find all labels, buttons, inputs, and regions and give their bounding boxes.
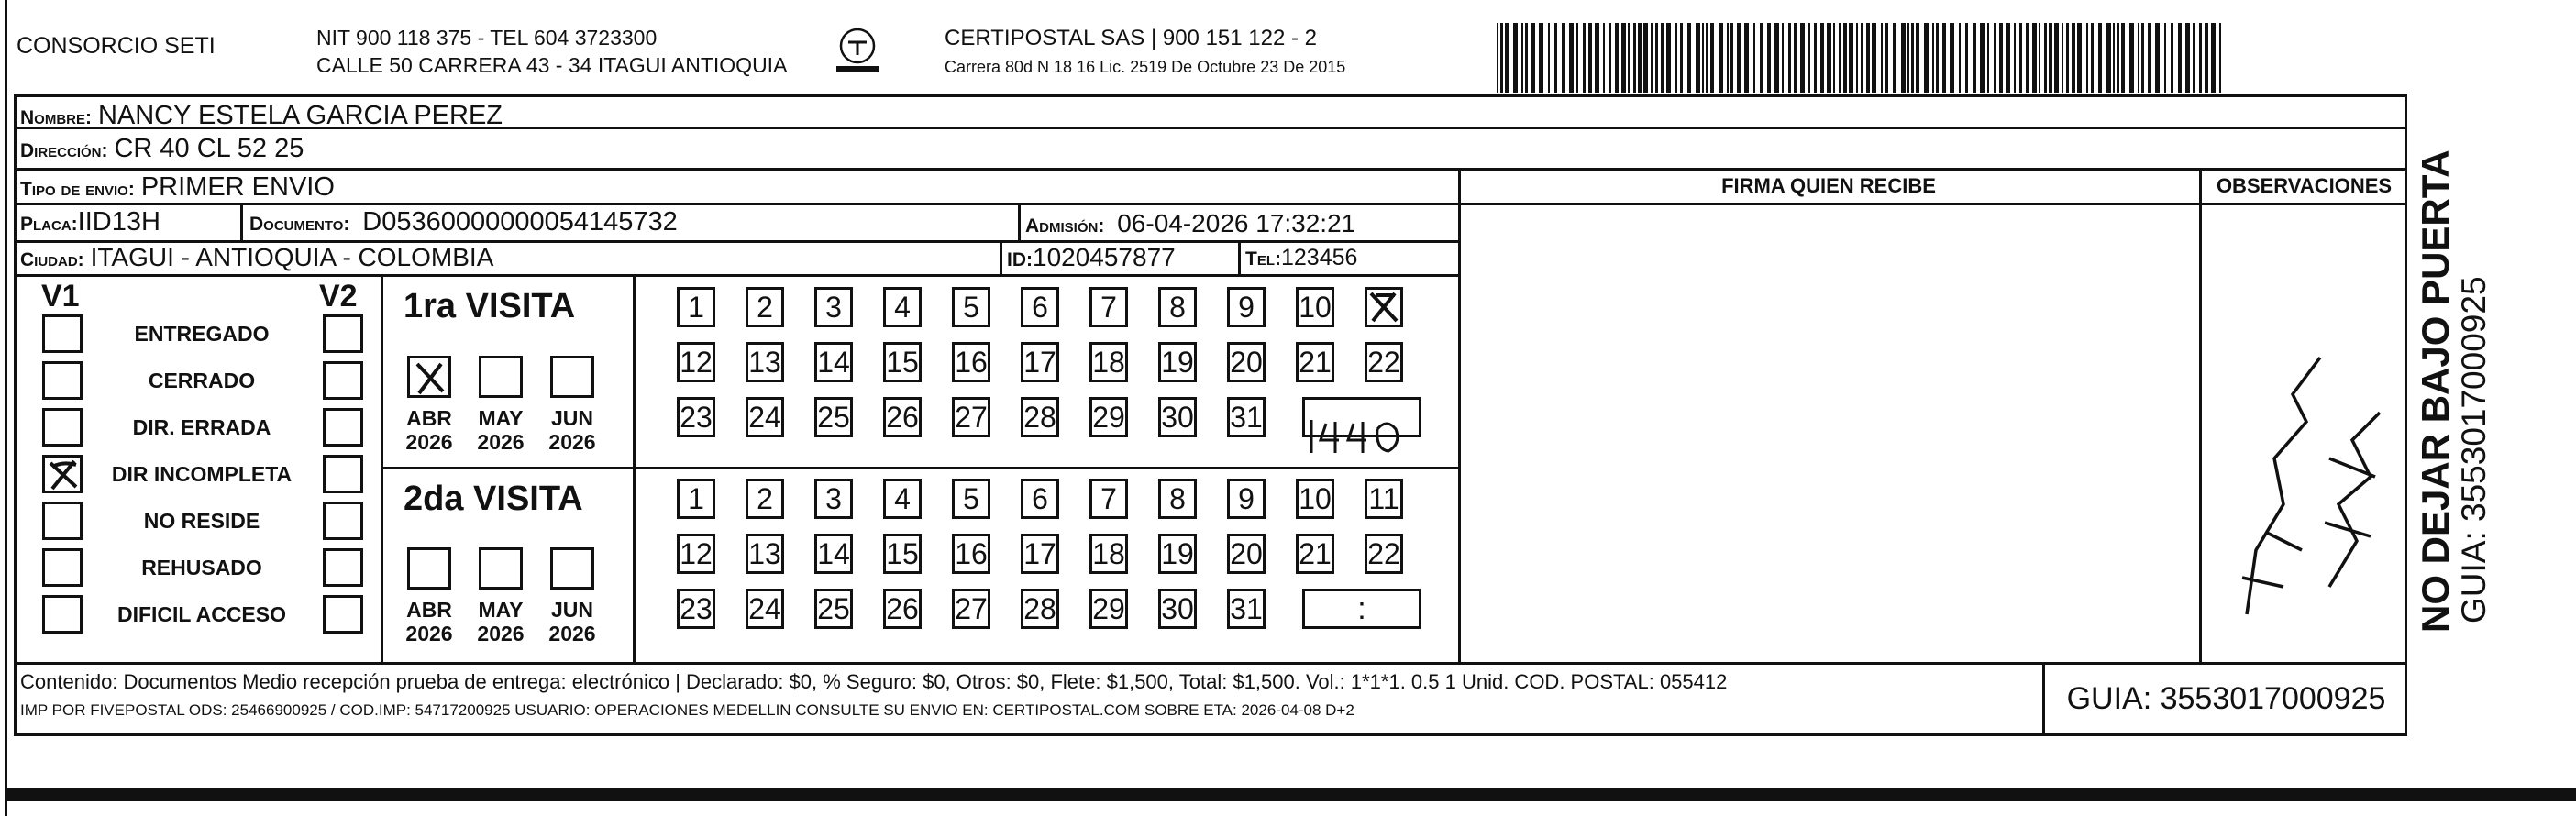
day-box[interactable]: 11 — [1365, 479, 1403, 519]
barcode-bar — [1576, 23, 1578, 93]
barcode-bar — [2044, 23, 2047, 93]
observations-handwriting — [2219, 339, 2394, 633]
v2-checkbox[interactable] — [323, 314, 363, 353]
month-label: MAY — [478, 598, 524, 622]
day-box[interactable]: 31 — [1227, 397, 1266, 437]
col-line — [1000, 240, 1002, 274]
day-box[interactable]: 5 — [952, 287, 990, 327]
barcode-bar — [1562, 23, 1565, 93]
barcode-bar — [2164, 23, 2166, 93]
barcode-bar — [2098, 23, 2102, 93]
barcode-bar — [1861, 23, 1863, 93]
barcode-bar — [1893, 23, 1896, 93]
day-box[interactable]: 14 — [814, 534, 853, 574]
day-box[interactable]: 17 — [1021, 534, 1059, 574]
day-box[interactable]: 6 — [1021, 479, 1059, 519]
v2-checkbox[interactable] — [323, 502, 363, 540]
barcode-bar — [1521, 23, 1523, 93]
month-label: MAY — [478, 406, 524, 430]
tel-value: 123456 — [1281, 245, 1358, 270]
day-box[interactable]: 13 — [746, 534, 784, 574]
row-line — [14, 168, 2407, 171]
year-label: 2026 — [548, 430, 596, 454]
ciudad-label: Ciudad: — [20, 249, 84, 270]
barcode-bar — [1719, 23, 1723, 93]
barcode-bar — [1843, 23, 1847, 93]
barcode-bar — [1881, 23, 1883, 93]
barcode-bar — [1500, 23, 1503, 93]
second-visit-title: 2da VISITA — [404, 480, 583, 518]
side-guide-number: GUIA: 3553017000925 — [2455, 276, 2493, 623]
day-box[interactable]: 24 — [746, 589, 784, 629]
day-box[interactable]: 21 — [1296, 342, 1334, 382]
barcode-bar — [1730, 23, 1733, 93]
year-label: 2026 — [405, 430, 453, 454]
day-box[interactable]: 14 — [814, 342, 853, 382]
license-line: Carrera 80d N 18 16 Lic. 2519 De Octubre 23 De 2015 — [945, 58, 1346, 76]
day-box[interactable]: 2 — [746, 479, 784, 519]
col-line — [1238, 240, 1241, 274]
day-box[interactable]: 5 — [952, 479, 990, 519]
barcode-bar — [1965, 23, 1968, 93]
day-box[interactable]: 4 — [883, 479, 922, 519]
barcode-bar — [1820, 23, 1824, 93]
barcode-bar — [1621, 23, 1626, 93]
day-box[interactable]: 10 — [1296, 287, 1334, 327]
shipment-type: PRIMER ENVIO — [140, 172, 335, 202]
barcode-bar — [1916, 23, 1919, 93]
day-box[interactable]: 23 — [677, 397, 715, 437]
status-option-label: DIR INCOMPLETA — [111, 462, 293, 486]
barcode-bar — [1911, 23, 1914, 93]
status-option-label: NO RESIDE — [143, 509, 260, 533]
day-box[interactable]: 28 — [1021, 397, 1059, 437]
barcode-bar — [1849, 23, 1853, 93]
v1-checkbox[interactable] — [42, 361, 83, 400]
barcode-bar — [1548, 23, 1550, 93]
barcode — [1497, 23, 2230, 93]
barcode-bar — [1782, 23, 1784, 93]
barcode-bar — [1885, 23, 1888, 93]
day-box[interactable]: 19 — [1158, 342, 1197, 382]
day-box[interactable]: 8 — [1158, 287, 1197, 327]
barcode-bar — [1603, 23, 1605, 93]
barcode-bar — [1788, 23, 1791, 93]
month-checkbox[interactable] — [550, 547, 594, 590]
col-line — [633, 274, 636, 662]
barcode-bar — [2077, 23, 2082, 93]
barcode-bar — [1638, 23, 1642, 93]
day-box[interactable]: 28 — [1021, 589, 1059, 629]
col-line — [240, 203, 243, 240]
day-box[interactable]: 13 — [746, 342, 784, 382]
first-visit-title: 1ra VISITA — [404, 287, 576, 325]
day-box[interactable]: 4 — [883, 287, 922, 327]
barcode-bar — [1774, 23, 1779, 93]
day-box[interactable]: 9 — [1227, 287, 1266, 327]
day-box[interactable]: 30 — [1158, 397, 1197, 437]
month-label: JUN — [550, 598, 593, 622]
barcode-bar — [1615, 23, 1619, 93]
day-box[interactable]: 19 — [1158, 534, 1197, 574]
barcode-bar — [1666, 23, 1671, 93]
barcode-bar — [1942, 23, 1946, 93]
recipient-name: NANCY ESTELA GARCIA PEREZ — [97, 101, 503, 130]
v1-label: V1 — [41, 279, 80, 314]
col-line — [2199, 168, 2202, 663]
certipostal-line: CERTIPOSTAL SAS | 900 151 122 - 2 — [945, 26, 1317, 50]
day-box[interactable]: 6 — [1021, 287, 1059, 327]
month-label: JUN — [550, 406, 593, 430]
barcode-bar — [2032, 23, 2037, 93]
barcode-bar — [1808, 23, 1810, 93]
barcode-bar — [2019, 23, 2022, 93]
year-label: 2026 — [405, 622, 453, 645]
barcode-bar — [1753, 23, 1755, 93]
barcode-bar — [1839, 23, 1841, 93]
month-checkbox[interactable] — [407, 547, 451, 590]
day-box[interactable]: 18 — [1089, 534, 1128, 574]
barcode-bar — [2171, 23, 2173, 93]
day-box[interactable]: 26 — [883, 397, 922, 437]
barcode-bar — [2049, 23, 2052, 93]
barcode-bar — [1856, 23, 1858, 93]
page-bottom-border — [5, 788, 2576, 801]
barcode-bar — [2178, 23, 2182, 93]
recipient-address: CR 40 CL 52 25 — [114, 134, 304, 163]
barcode-bar — [1973, 23, 1976, 93]
barcode-bar — [1633, 23, 1636, 93]
barcode-bar — [1959, 23, 1961, 93]
barcode-bar — [1866, 23, 1870, 93]
barcode-bar — [1800, 23, 1805, 93]
admission-datetime: 06-04-2026 17:32:21 — [1117, 209, 1356, 237]
barcode-bar — [1706, 23, 1708, 93]
barcode-bar — [1987, 23, 1989, 93]
documento-label: Documento: — [249, 214, 350, 235]
v2-checkbox[interactable] — [323, 455, 363, 493]
barcode-bar — [1794, 23, 1797, 93]
company-name: CONSORCIO SETI — [17, 33, 216, 59]
barcode-bar — [2121, 23, 2125, 93]
v2-checkbox[interactable] — [323, 361, 363, 400]
month-checkbox[interactable] — [479, 547, 523, 590]
time-box[interactable]: : — [1302, 589, 1421, 629]
address-line: CALLE 50 CARRERA 43 - 34 ITAGUI ANTIOQUIA — [316, 53, 788, 77]
barcode-bar — [2039, 23, 2040, 93]
row-line — [14, 662, 2407, 665]
document-value: D05360000000054145732 — [362, 207, 678, 237]
day-box[interactable]: 30 — [1158, 589, 1197, 629]
barcode-bar — [2072, 23, 2075, 93]
col-line — [1018, 203, 1021, 240]
barcode-bar — [2129, 23, 2134, 93]
barcode-bar — [1744, 23, 1749, 93]
admision-label: Admisión: — [1025, 215, 1105, 237]
barcode-bar — [2148, 23, 2151, 93]
footer-guide-number: GUIA: 3553017000925 — [2066, 681, 2386, 716]
day-box[interactable]: 25 — [814, 397, 853, 437]
v1-checkbox[interactable] — [42, 408, 83, 447]
day-box[interactable]: 25 — [814, 589, 853, 629]
barcode-bar — [1569, 23, 1574, 93]
barcode-bar — [2199, 23, 2202, 93]
barcode-bar — [2117, 23, 2119, 93]
year-label: 2026 — [477, 430, 525, 454]
certipostal-logo — [835, 26, 880, 81]
v1-checkbox[interactable] — [42, 455, 83, 493]
barcode-bar — [2113, 23, 2115, 93]
barcode-bar — [2054, 23, 2059, 93]
handwritten-time — [1293, 413, 1421, 458]
month-label: ABR — [406, 406, 452, 430]
placa-label: Placa: — [20, 214, 78, 235]
nombre-label: Nombre: — [20, 107, 92, 128]
day-box[interactable]: 15 — [883, 534, 922, 574]
barcode-bar — [1932, 23, 1934, 93]
v2-label: V2 — [319, 279, 358, 314]
barcode-bar — [1924, 23, 1929, 93]
barcode-bar — [1513, 23, 1518, 93]
barcode-bar — [1687, 23, 1691, 93]
day-box[interactable]: 3 — [814, 479, 853, 519]
barcode-bar — [1999, 23, 2003, 93]
footer-contents-line: Contenido: Documentos Medio recepción prueba de entrega: electrónico | Declarado: $0, % Seguro: $0, Otros: $0, Flete: $1,500, Total: $1,500. Vol.: 1*1*1. 0.5 1 Unid. COD. POSTAL: 055412 — [20, 670, 1728, 693]
barcode-bar — [1760, 23, 1763, 93]
barcode-bar — [1702, 23, 1704, 93]
row-line — [1458, 203, 2407, 205]
barcode-bar — [2091, 23, 2094, 93]
barcode-bar — [1727, 23, 1729, 93]
barcode-bar — [1651, 23, 1653, 93]
day-box[interactable]: 29 — [1089, 397, 1128, 437]
day-box[interactable]: 29 — [1089, 589, 1128, 629]
day-box[interactable]: 9 — [1227, 479, 1266, 519]
barcode-bar — [1539, 23, 1543, 93]
barcode-bar — [1833, 23, 1835, 93]
barcode-bar — [2006, 23, 2010, 93]
barcode-bar — [1497, 23, 1498, 93]
day-box[interactable]: 18 — [1089, 342, 1128, 382]
day-box[interactable]: 27 — [952, 589, 990, 629]
day-box[interactable]: 24 — [746, 397, 784, 437]
barcode-bar — [2211, 23, 2216, 93]
observations-heading: OBSERVACIONES — [2216, 174, 2393, 197]
barcode-bar — [1595, 23, 1599, 93]
id-label: ID: — [1007, 249, 1033, 270]
barcode-bar — [1907, 23, 1909, 93]
day-box[interactable]: 27 — [952, 397, 990, 437]
barcode-bar — [2219, 23, 2221, 93]
barcode-bar — [2014, 23, 2016, 93]
day-box[interactable]: 16 — [952, 342, 990, 382]
barcode-bar — [1814, 23, 1817, 93]
day-box[interactable]: 2 — [746, 287, 784, 327]
barcode-bar — [1661, 23, 1664, 93]
day-box[interactable] — [1365, 287, 1403, 327]
v2-checkbox[interactable] — [323, 408, 363, 447]
barcode-bar — [1675, 23, 1677, 93]
v1-checkbox[interactable] — [42, 548, 83, 587]
day-box[interactable]: 12 — [677, 342, 715, 382]
plate-value: IID13H — [77, 207, 160, 237]
day-box[interactable]: 3 — [814, 287, 853, 327]
day-box[interactable]: 21 — [1296, 534, 1334, 574]
month-checkbox[interactable] — [550, 356, 594, 398]
day-box[interactable]: 17 — [1021, 342, 1059, 382]
barcode-bar — [2062, 23, 2063, 93]
barcode-bar — [1737, 23, 1741, 93]
tipo-label: Tipo de envio: — [20, 179, 135, 200]
day-box[interactable]: 22 — [1365, 342, 1403, 382]
status-option-label: DIFICIL ACCESO — [116, 602, 286, 626]
v1-checkbox[interactable] — [42, 502, 83, 540]
barcode-bar — [1583, 23, 1586, 93]
barcode-bar — [1554, 23, 1557, 93]
day-box[interactable]: 1 — [677, 287, 715, 327]
barcode-bar — [2185, 23, 2190, 93]
id-value: 1020457877 — [1033, 243, 1176, 271]
barcode-bar — [1936, 23, 1939, 93]
day-box[interactable]: 31 — [1227, 589, 1266, 629]
day-box[interactable]: 26 — [883, 589, 922, 629]
day-box[interactable]: 8 — [1158, 479, 1197, 519]
v1-checkbox[interactable] — [42, 595, 83, 634]
barcode-bar — [1643, 23, 1648, 93]
barcode-bar — [1505, 23, 1509, 93]
col-line — [1458, 168, 1461, 663]
status-option-label: CERRADO — [148, 369, 256, 392]
tel-label: Tel: — [1245, 248, 1281, 270]
barcode-bar — [1525, 23, 1528, 93]
day-box[interactable]: 7 — [1089, 479, 1128, 519]
day-box[interactable]: 12 — [677, 534, 715, 574]
barcode-bar — [2066, 23, 2069, 93]
month-label: ABR — [406, 598, 452, 622]
day-box[interactable]: 10 — [1296, 479, 1334, 519]
barcode-bar — [1994, 23, 1996, 93]
barcode-bar — [1655, 23, 1658, 93]
barcode-bar — [2141, 23, 2144, 93]
status-option-label: DIR. ERRADA — [132, 415, 271, 439]
month-checkbox[interactable] — [407, 356, 451, 398]
status-option-label: ENTREGADO — [134, 322, 270, 346]
footer-print-line: IMP POR FIVEPOSTAL ODS: 25466900925 / COD.IMP: 54717200925 USUARIO: OPERACIONES MEDELLIN CONSULTE SU ENVIO EN: CERTIPOSTAL.COM SOBRE ETA: 2026-04-08 D+2 — [20, 701, 1354, 719]
barcode-bar — [2086, 23, 2088, 93]
year-label: 2026 — [548, 622, 596, 645]
barcode-bar — [1767, 23, 1771, 93]
barcode-bar — [1710, 23, 1714, 93]
barcode-bar — [1980, 23, 1985, 93]
day-box[interactable]: 20 — [1227, 534, 1266, 574]
barcode-bar — [2026, 23, 2029, 93]
year-label: 2026 — [477, 622, 525, 645]
barcode-bar — [1827, 23, 1831, 93]
barcode-bar — [1680, 23, 1683, 93]
barcode-bar — [1609, 23, 1611, 93]
barcode-bar — [1588, 23, 1592, 93]
barcode-bar — [2155, 23, 2160, 93]
day-box[interactable]: 16 — [952, 534, 990, 574]
direccion-label: Dirección: — [20, 140, 108, 161]
v2-checkbox[interactable] — [323, 595, 363, 634]
month-checkbox[interactable] — [479, 356, 523, 398]
row-line — [381, 467, 1458, 469]
day-box[interactable]: 15 — [883, 342, 922, 382]
status-option-label: REHUSADO — [141, 556, 262, 579]
barcode-bar — [2106, 23, 2111, 93]
v1-checkbox[interactable] — [42, 314, 83, 353]
city-value: ITAGUI - ANTIOQUIA - COLOMBIA — [90, 243, 494, 271]
nit-line: NIT 900 118 375 - TEL 604 3723300 — [316, 26, 658, 50]
day-box[interactable]: 7 — [1089, 287, 1128, 327]
day-box[interactable]: 20 — [1227, 342, 1266, 382]
barcode-bar — [1696, 23, 1700, 93]
barcode-bar — [1950, 23, 1954, 93]
day-box[interactable]: 23 — [677, 589, 715, 629]
v2-checkbox[interactable] — [323, 548, 363, 587]
signature-heading: FIRMA QUIEN RECIBE — [1721, 174, 1936, 197]
barcode-bar — [1628, 23, 1630, 93]
barcode-bar — [1901, 23, 1906, 93]
day-box[interactable]: 22 — [1365, 534, 1403, 574]
barcode-bar — [2193, 23, 2195, 93]
barcode-bar — [2138, 23, 2139, 93]
barcode-bar — [2205, 23, 2208, 93]
barcode-bar — [1872, 23, 1876, 93]
page-left-border — [5, 0, 7, 816]
day-box[interactable]: 1 — [677, 479, 715, 519]
barcode-bar — [1531, 23, 1535, 93]
row-line — [14, 274, 1458, 277]
no-under-door-warning: NO DEJAR BAJO PUERTA — [2414, 149, 2457, 633]
